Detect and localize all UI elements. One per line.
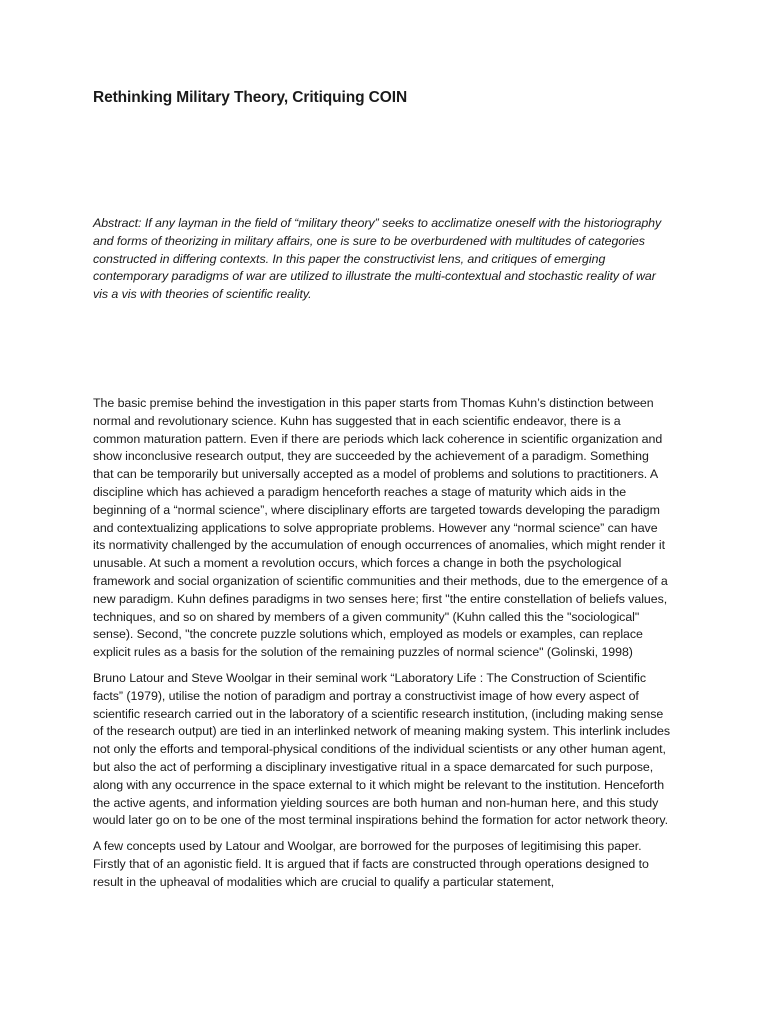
body-paragraph-2: Bruno Latour and Steve Woolgar in their seminal work “Laboratory Life : The Construction of Scientific facts” (1979), utilise the notion of paradigm and portray a constructivist image of how every aspect of scientific research carried out in the laboratory of a scientific research institution, (including making sense of the research output) are tied in an interlinked network of meaning making system. This interlink includes not only the efforts and temporal-physical conditions of the individual scientists or any other human agent, but also the act of performing a disciplinary investigative ritual in a space demarcated for such purpose, along with any occurrence in the space external to it which might be relevant to the institution. Henceforth the active agents, and information yielding sources are both human and non-human here, and this study would later go on to be one of the most terminal inspirations behind the formation for actor network theory. bbox=[93, 670, 671, 828]
body-text bbox=[93, 395, 671, 900]
body-paragraph-1: The basic premise behind the investigation in this paper starts from Thomas Kuhn’s distinction between normal and revolutionary science. Kuhn has suggested that in each scientific endeavor, there is a common maturation pattern. Even if there are periods which lack coherence in scientific organization and show inconclusive research output, they are succeeded by the achievement of a paradigm. Something that can be temporarily but universally accepted as a model of problems and solutions to practitioners. A discipline which has achieved a paradigm henceforth reaches a stage of maturity which aids in the beginning of a “normal science”, where disciplinary efforts are targeted towards developing the paradigm and contextualizing applications to solve appropriate problems. However any “normal science” can have its normativity challenged by the accumulation of enough occurrences of anomalies, which might render it unusable. At such a moment a revolution occurs, which forces a change in both the psychological framework and social organization of scientific communities and their methods, due to the emergence of a new paradigm. Kuhn defines paradigms in two senses here; first "the entire constellation of beliefs values, techniques, and so on shared by members of a given community" (Kuhn called this the "sociological" sense). Second, "the concrete puzzle solutions which, employed as models or examples, can replace explicit rules as a basis for the solution of the remaining puzzles of normal science" (Golinski, 1998) bbox=[93, 396, 668, 660]
document-title: Rethinking Military Theory, Critiquing COIN bbox=[93, 89, 408, 106]
abstract-paragraph: Abstract: If any layman in the field of “military theory” seeks to acclimatize oneself with the historiography and forms of theorizing in military affairs, one is sure to be overburdened with multitudes of categories constructed in differing contexts. In this paper the constructivist lens, and critiques of emerging contemporary paradigms of war are utilized to illustrate the multi-contextual and stochastic reality of war vis a vis with theories of scientific reality. bbox=[93, 216, 662, 302]
body-paragraph-3: A few concepts used by Latour and Woolgar, are borrowed for the purposes of legitimising this paper. Firstly that of an agonistic field. It is argued that if facts are constructed through operations designed to result in the upheaval of modalities which are crucial to qualify a particular statement, bbox=[93, 839, 649, 889]
